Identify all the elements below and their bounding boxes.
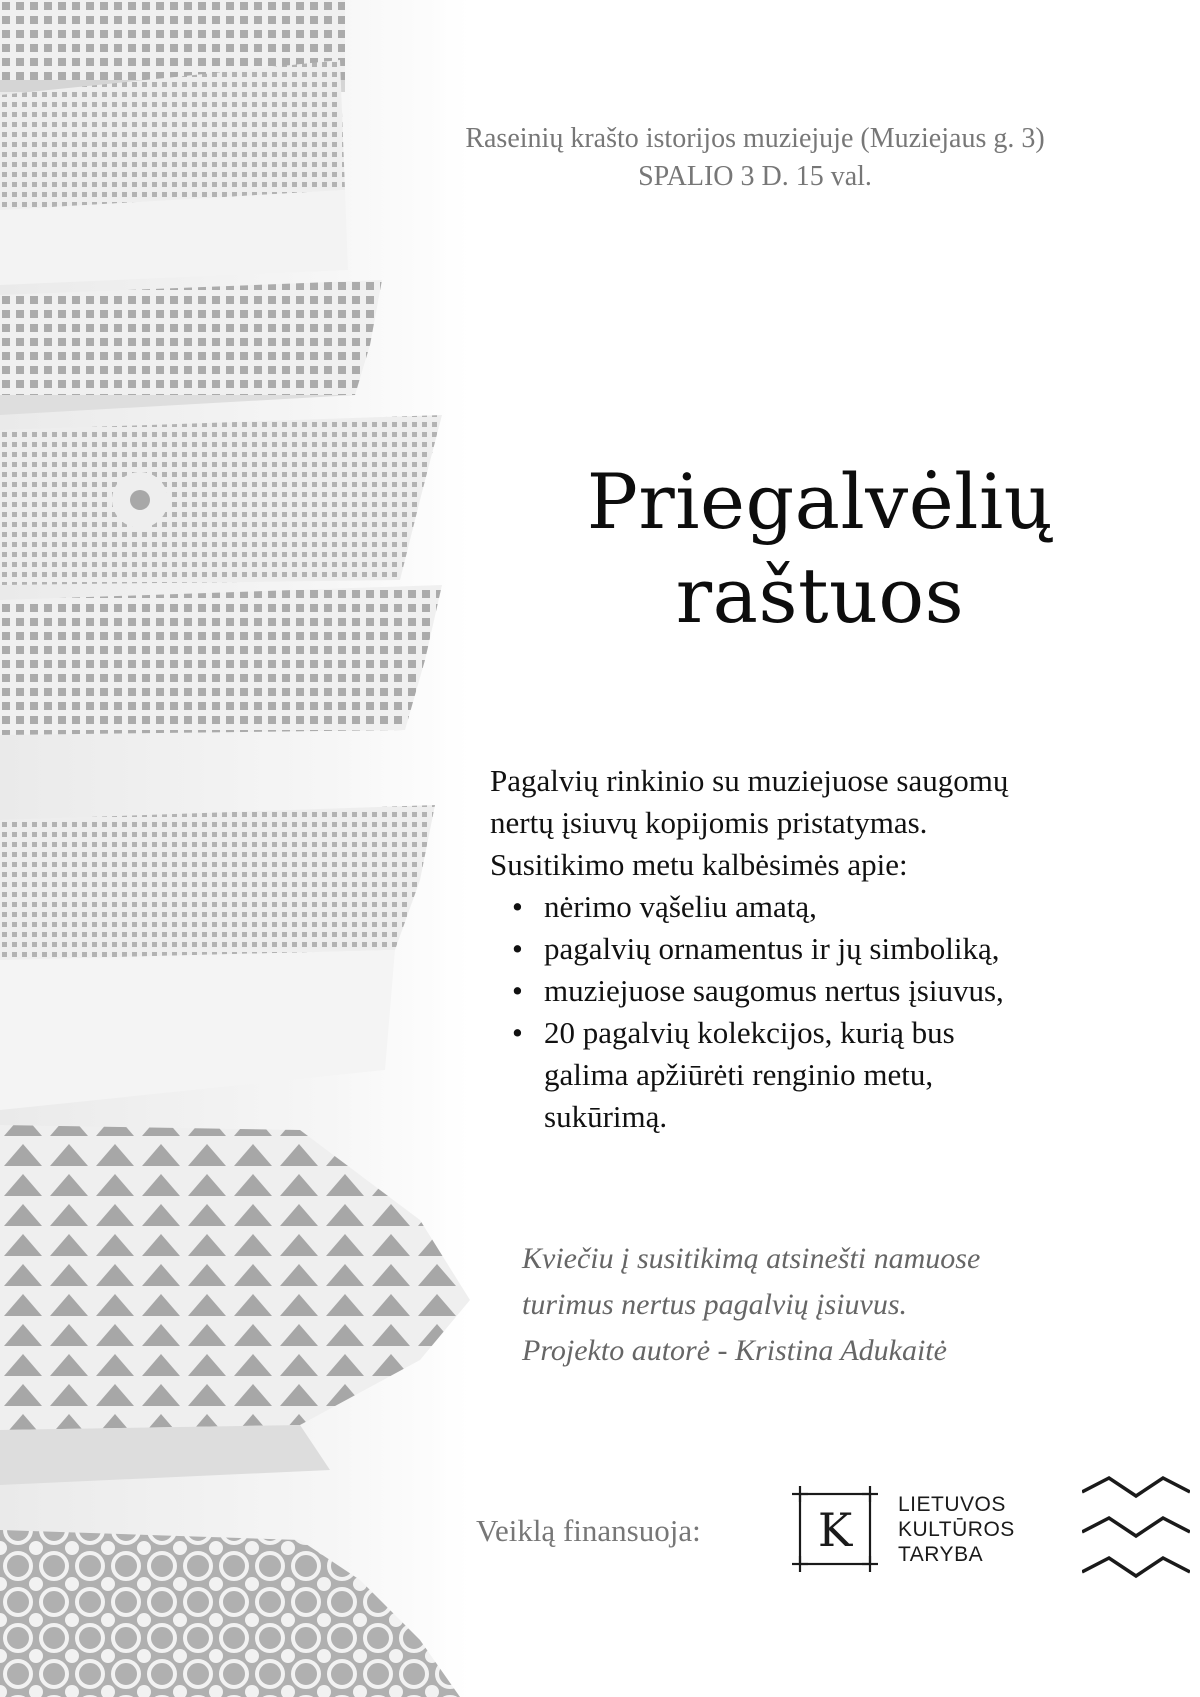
- event-description: [490, 760, 1170, 1138]
- logo-line: TARYBA: [898, 1543, 984, 1566]
- intro-line: nertų įsiuvų kopijomis pristatymas.: [490, 805, 928, 840]
- poster-title: [470, 455, 1170, 643]
- author-credit: Projekto autorė - Kristina Adukaitė: [522, 1334, 947, 1367]
- invite-line: turimus nertus pagalvių įsiuvus.: [522, 1288, 908, 1321]
- logo-wordmark: [898, 1492, 1015, 1567]
- topic-text: galima apžiūrėti renginio metu,: [544, 1057, 934, 1092]
- venue-line: Raseinių krašto istorijos muziejuje (Muziejaus g. 3): [465, 123, 1045, 154]
- date-time-line: SPALIO 3 D. 15 val.: [638, 161, 872, 192]
- title-line-2: raštuos: [675, 551, 965, 640]
- intro-line: Pagalvių rinkinio su muziejuose saugomų: [490, 763, 1009, 798]
- topic-item: [490, 928, 1170, 970]
- logo-line: KULTŪROS: [898, 1518, 1015, 1541]
- topic-text: • pagalvių ornamentus ir jų simboliką,: [544, 931, 1000, 966]
- topic-text: • 20 pagalvių kolekcijos, kurią bus: [544, 1015, 955, 1050]
- topic-item: [490, 886, 1170, 928]
- title-line-1: Priegalvėlių: [586, 457, 1054, 546]
- lietuvos-kulturos-taryba-logo: [790, 1484, 880, 1574]
- invite-line: Kviečiu į susitikimą atsinešti namuose: [522, 1242, 981, 1275]
- topic-item: [490, 970, 1170, 1012]
- event-venue-and-time: [380, 120, 1130, 196]
- invitation-note: [522, 1236, 1162, 1374]
- topic-text: • nėrimo vąšeliu amatą,: [544, 889, 817, 924]
- logo-line: LIETUVOS: [898, 1493, 1006, 1516]
- topic-item: [490, 1012, 1170, 1138]
- zigzag-lines-icon: [1082, 1470, 1190, 1590]
- topic-text: sukūrimą.: [544, 1099, 668, 1134]
- lace-pillows-photo: [0, 0, 470, 1697]
- intro-line: Susitikimo metu kalbėsimės apie:: [490, 847, 908, 882]
- logo-letter: K: [817, 1503, 853, 1557]
- topic-text: • muziejuose saugomus nertus įsiuvus,: [544, 973, 1004, 1008]
- funded-by-label: Veiklą finansuoja:: [476, 1513, 701, 1548]
- topics-list: [490, 886, 1170, 1138]
